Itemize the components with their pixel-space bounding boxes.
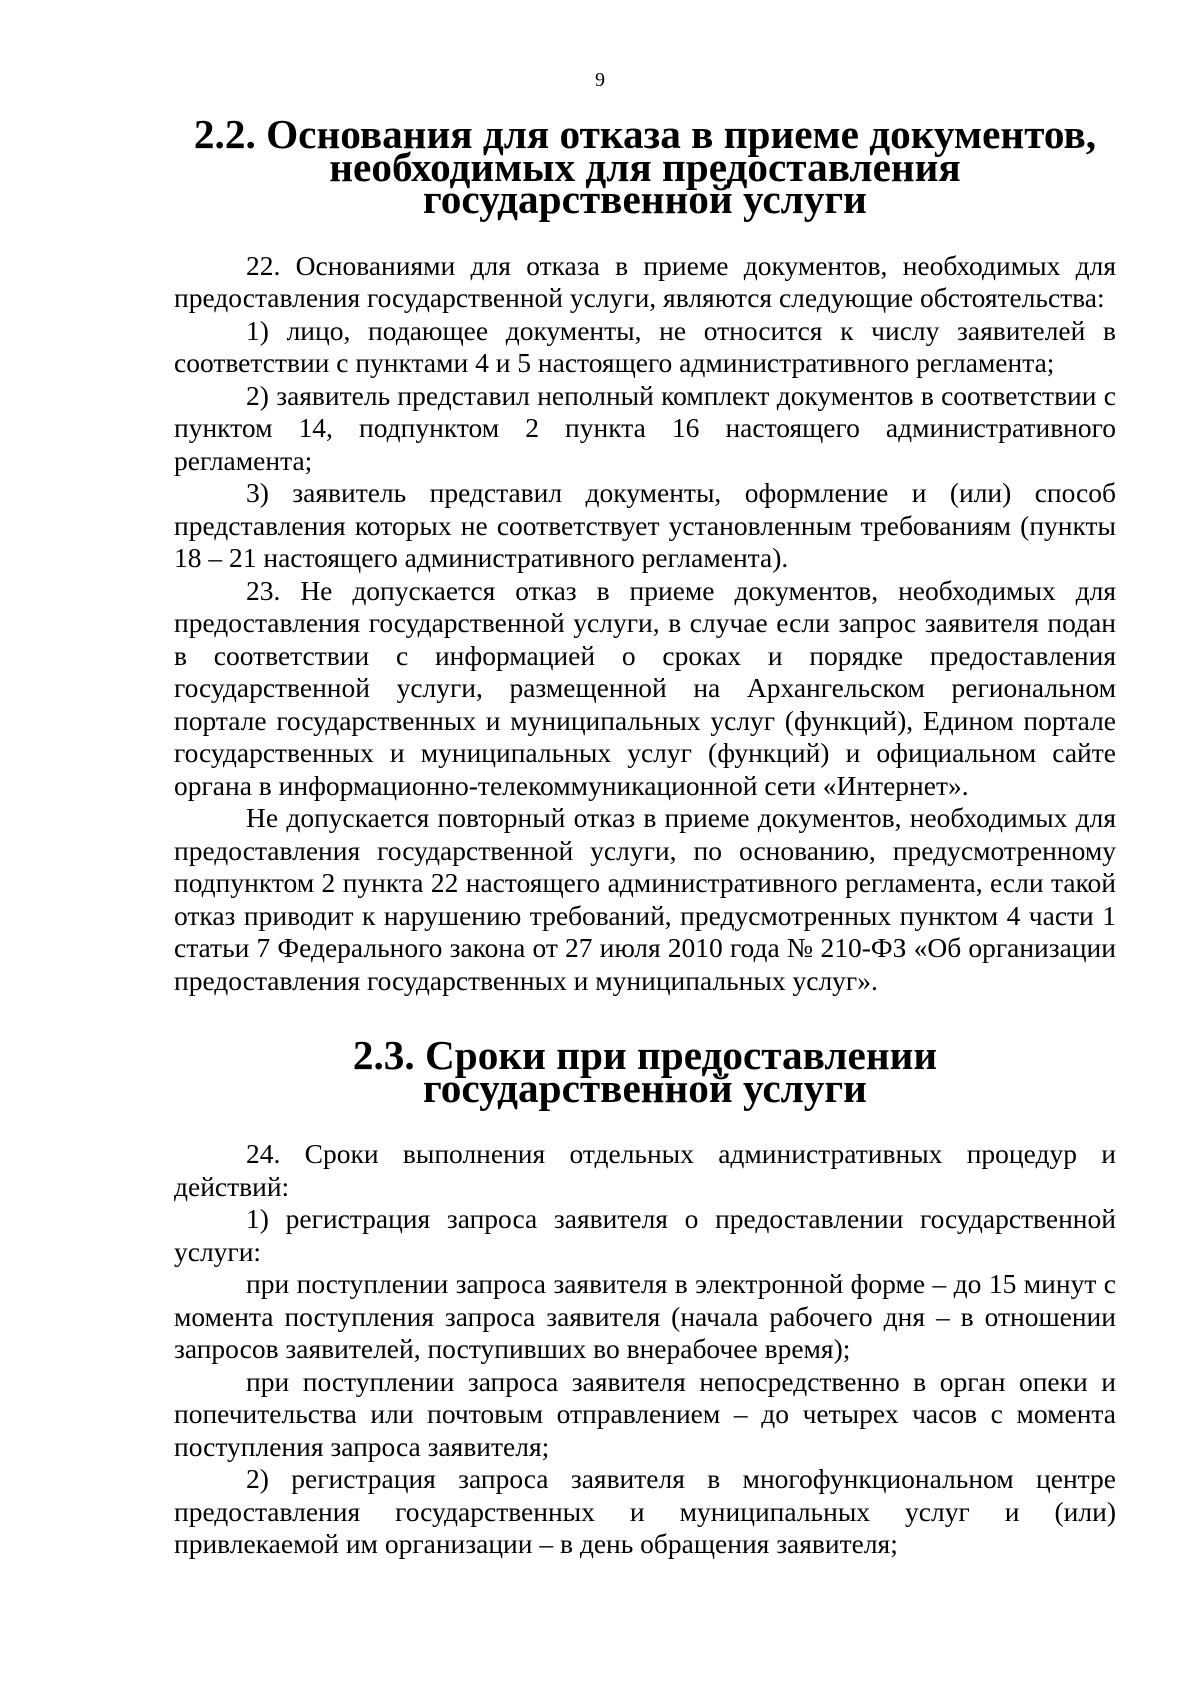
section-2-3-heading-line-1: 2.3. Сроки при предоставлении <box>352 1032 938 1078</box>
paragraph-24-item-1-electronic: при поступлении запроса заявителя в электронной форме – до 15 минут с момента поступления запроса заявителя (начала рабочего дня – в отношении запросов заявителей, поступивших во внерабочее время); <box>174 1268 1116 1364</box>
section-2-3-heading-line-2: государственной услуги <box>423 1064 867 1111</box>
paragraph-24-item-2: 2) регистрация запроса заявителя в многофункциональном центре предоставления государственных и муниципальных услуг и (или) привлекаемой им организации – в день обращения заявителя; <box>174 1463 1116 1559</box>
section-2-2-heading-line-2: необходимых для предоставления государственной услуги <box>329 143 961 222</box>
paragraph-22-item-2: 2) заявитель представил неполный комплект документов в соответствии с пунктом 14, подпунктом 2 пункта 16 настоящего административного регламента; <box>174 379 1116 476</box>
section-2-3-heading <box>174 1032 1116 1111</box>
paragraph-23-continued: Не допускается повторный отказ в приеме документов, необходимых для предоставления государственной услуги, по основанию, предусмотренному подпунктом 2 пункта 22 настоящего административного регламента, если такой отказ приводит к нарушению требований, предусмотренных пунктом 4 части 1 статьи 7 Федерального закона от 27 июля 2010 года № 210-ФЗ «Об организации предоставления государственных и муниципальных услуг». <box>174 802 1116 996</box>
paragraph-22-item-3: 3) заявитель представил документы, оформление и (или) способ представления которых не соответствует установленным требованиям (пункты 18 – 21 настоящего административного регламента). <box>174 477 1116 573</box>
paragraph-22-item-1: 1) лицо, подающее документы, не относится к числу заявителей в соответствии с пунктами 4 и 5 настоящего административного регламента; <box>174 314 1116 378</box>
paragraph-24-item-1: 1) регистрация запроса заявителя о предоставлении государственной услуги: <box>174 1203 1116 1267</box>
paragraph-24: 24. Сроки выполнения отдельных административных процедур и действий: <box>174 1138 1116 1202</box>
document-body <box>174 111 1116 1561</box>
page-number: 9 <box>595 69 605 91</box>
paragraph-23: 23. Не допускается отказ в приеме документов, необходимых для предоставления государственной услуги, в случае если запрос заявителя подан в соответствии с информацией о сроках и порядке предоставления государственной услуги, размещенной на Архангельском региональном портале государственных и муниципальных услуг (функций), Едином портале государственных и муниципальных услуг (функций) и официальном сайте органа в информационно-телекоммуникационной сети «Интернет». <box>174 574 1116 801</box>
paragraph-24-item-1-in-person: при поступлении запроса заявителя непосредственно в орган опеки и попечительства или почтовым отправлением – до четырех часов с момента поступления запроса заявителя; <box>174 1365 1116 1462</box>
section-2-2-heading-line-1: 2.2. Основания для отказа в приеме документов, <box>193 111 1097 157</box>
paragraph-22: 22. Основаниями для отказа в приеме документов, необходимых для предоставления государственной услуги, являются следующие обстоятельства: <box>174 249 1116 313</box>
section-2-2-heading <box>174 111 1116 222</box>
